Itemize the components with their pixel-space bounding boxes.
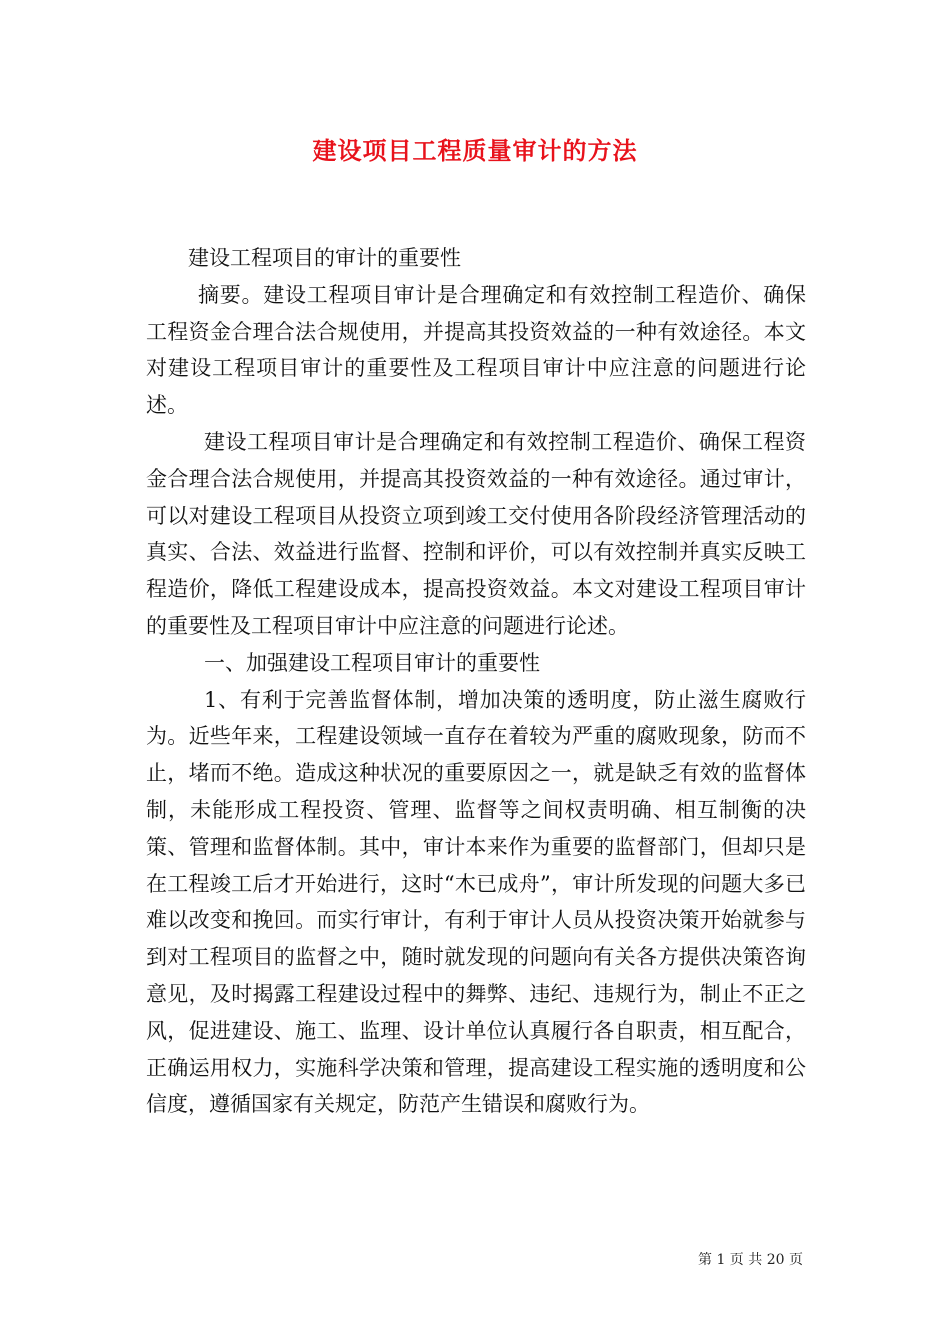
intro-paragraph: 建设工程项目审计是合理确定和有效控制工程造价、确保工程资金合理合法合规使用，并提高其投资效益的一种有效途径。通过审计，可以对建设工程项目从投资立项到竣工交付使用各阶段经济管理活动的真实、合法、效益进行监督、控制和评价，可以有效控制并真实反映工程造价，降低工程建设成本，提高投资效益。本文对建设工程项目审计的重要性及工程项目审计中应注意的问题进行论述。	[146, 429, 806, 638]
document-body	[146, 240, 806, 1123]
abstract-paragraph: 摘要。建设工程项目审计是合理确定和有效控制工程造价、确保工程资金合理合法合规使用，并提高其投资效益的一种有效途径。本文对建设工程项目审计的重要性及工程项目审计中应注意的问题进行论述。	[146, 282, 806, 418]
item-1-paragraph: 1、有利于完善监督体制，增加决策的透明度，防止滋生腐败行为。近些年来，工程建设领域一直存在着较为严重的腐败现象，防而不止，堵而不绝。造成这种状况的重要原因之一，就是缺乏有效的监督体制，未能形成工程投资、管理、监督等之间权责明确、相互制衡的决策、管理和监督体制。其中，审计本来作为重要的监督部门，但却只是在工程竣工后才开始进行，这时“木已成舟”，审计所发现的问题大多已难以改变和挽回。而实行审计，有利于审计人员从投资决策开始就参与到对工程项目的监督之中，随时就发现的问题向有关各方提供决策咨询意见，及时揭露工程建设过程中的舞弊、违纪、违规行为，制止不正之风，促进建设、施工、监理、设计单位认真履行各自职责，相互配合，正确运用权力，实施科学决策和管理，提高建设工程实施的透明度和公信度，遵循国家有关规定，防范产生错误和腐败行为。	[146, 687, 806, 1117]
page-number: 第 1 页 共 20 页	[698, 1252, 803, 1268]
subtitle: 建设工程项目的审计的重要性	[188, 246, 461, 270]
section-heading: 一、加强建设工程项目审计的重要性	[204, 650, 540, 675]
document-title: 建设项目工程质量审计的方法	[312, 136, 638, 165]
